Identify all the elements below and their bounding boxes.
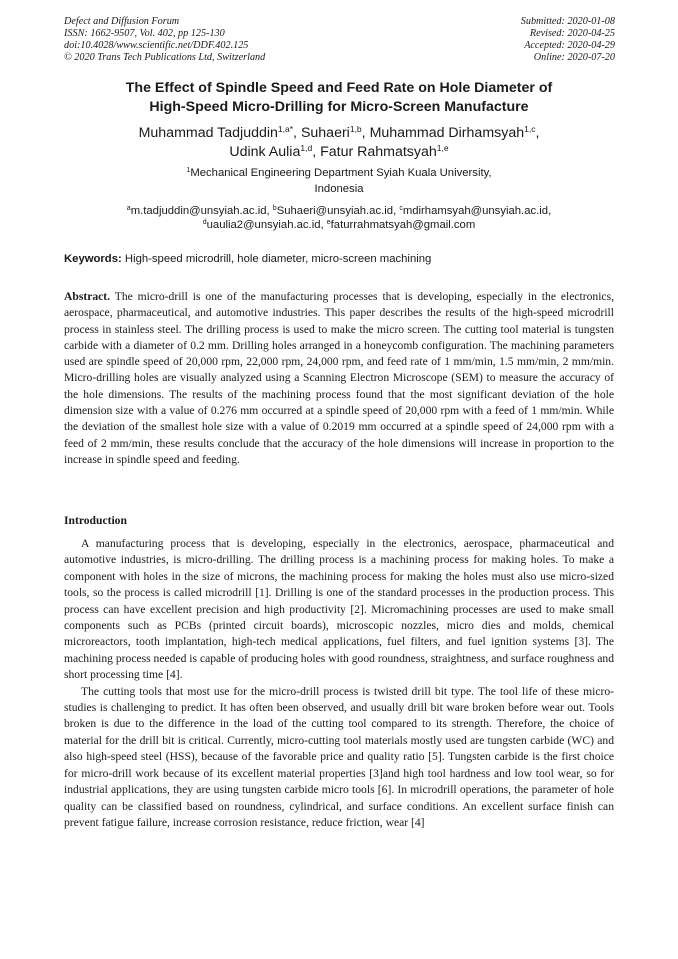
abstract	[64, 289, 614, 468]
emails-line-1: $^a$m.tadjuddin@unsyiah.ac.id, $^b$Suhaeri@unsyiah.ac.id, $^c$mdirhamsyah@unsyiah.ac.id,	[126, 205, 552, 217]
affiliation-line-1	[64, 165, 614, 181]
author-name: Muhammad Dirhamsyah	[369, 125, 525, 141]
author-name: Udink Aulia	[229, 144, 301, 160]
author-name: Fatur Rahmatsyah	[320, 144, 437, 160]
keywords-label: Keywords:	[64, 253, 122, 265]
paper-title	[64, 79, 614, 117]
journal-copyright: © 2020 Trans Tech Publications Ltd, Switzerland	[64, 52, 266, 63]
keywords	[64, 252, 614, 266]
email-address[interactable]: faturrahmatsyah@gmail.com	[330, 219, 476, 231]
introduction-heading: Introduction	[64, 514, 127, 527]
email-address[interactable]: m.tadjuddin@unsyiah.ac.id	[130, 205, 267, 217]
email-sup: e	[326, 219, 331, 226]
title-line-2: High-Speed Micro-Drilling for Micro-Screen Manufacture	[149, 99, 529, 115]
email-sup: d	[202, 219, 207, 226]
journal-info	[64, 16, 265, 64]
author-sup: 1,b	[349, 124, 362, 134]
affiliation	[64, 165, 614, 197]
submitted-date: Submitted: 2020-01-08	[520, 16, 615, 27]
journal-doi: doi:10.4028/www.scientific.net/DDF.402.125	[64, 40, 249, 51]
authors-line-2: Udink Aulia$^{1,d}$, Fatur Rahmatsyah$^{1,e}$	[229, 143, 449, 160]
abstract-text: The micro-drill is one of the manufacturing processes that is developing, especially in the electronics, aerospace, pharmaceutical, and automotive industries. This paper describes the results of the high-speed microdrill process in stainless steel. The drilling process is used to make the micro screen. The cutting tool material is tungsten carbide with a diameter of 0.2 mm. Drilling holes arranged in a honeycomb configuration. The machining parameters used are spindle speed of 20,000 rpm, 22,000 rpm, 24,000 rpm, and feed rate of 1 mm/min, 1.5 mm/min, 2 mm/min. Micro-drilling holes are visually analyzed using a Scanning Electron Microscope (SEM) to measure the accuracy of the hole dimensions. The results of the machining process found that the most significant deviation of the hole dimension size with a value of 0.276 mm occurred at a spindle speed of 20,000 rpm with a feed of 1 mm/min. While the deviation of the smallest hole size with a value of 0.2019 mm occurred at a spindle speed of 24,000 rpm with a feed of 2 mm/min, these results conclude that the accuracy of the hole dimensions will increase in proportion to the increase in spindle speed and feeding.	[64, 290, 614, 466]
author-sup: 1,e	[436, 143, 449, 153]
author-sup: 1,c	[524, 124, 536, 134]
journal-issn: ISSN: 1662-9507, Vol. 402, pp 125-130	[64, 28, 225, 39]
revised-date: Revised: 2020-04-25	[529, 28, 615, 39]
email-address[interactable]: Suhaeri@unsyiah.ac.id	[276, 205, 394, 217]
email-sup: c	[399, 205, 403, 212]
email-list	[64, 204, 614, 232]
authors-line-1: Muhammad Tadjuddin$^{1,a*}$, Suhaeri$^{1,b}$, Muhammad Dirhamsyah$^{1,c}$,	[138, 124, 540, 141]
author-name: Suhaeri	[300, 125, 350, 141]
author-sup: 1,d	[300, 143, 313, 153]
email-sup: a	[126, 205, 131, 212]
introduction-body	[64, 536, 614, 831]
email-address[interactable]: mdirhamsyah@unsyiah.ac.id	[402, 205, 549, 217]
intro-paragraph: A manufacturing process that is developing, especially in the electronics, aerospace, pharmaceutical and automotive industries, is micro-drilling. The drilling process is a machining process for making holes. To make a component with holes in the size of microns, the machining process for making the holes must also use micro-sized tools, so the process is called microdrill [1]. Drilling is one of the standard processes in the production process. This process can have excellent precision and high productivity [2]. Micromachining processes are used to make small components such as PCBs (printed circuit boards), microscopic nozzles, micro dies and molds, chemical microreactors, tooth implantation, high-tech medical applications, fuel filters, and fuel ignition systems [3]. The machining process needed is capable of producing holes with good roundness, straightness, and surface roughness and short processing time [4].	[64, 537, 614, 682]
title-line-1: The Effect of Spindle Speed and Feed Rate on Hole Diameter of	[125, 80, 553, 96]
author-list	[64, 124, 614, 162]
emails-line-2: $^d$uaulia2@unsyiah.ac.id, $^e$faturrahmatsyah@gmail.com	[202, 219, 476, 231]
journal-name: Defect and Diffusion Forum	[64, 16, 180, 27]
author-sup: 1,a*	[277, 124, 294, 134]
email-address[interactable]: uaulia2@unsyiah.ac.id	[206, 219, 321, 231]
intro-paragraph: The cutting tools that most use for the micro-drill process is twisted drill bit type. The tool life of these micro-studies is challenging to predict. It has often been observed, and usually drill bit ware broken before wear out. Tools broken is due to the difference in the load of the cutting tool compared to its strength. Therefore, the choice of material for the drill bit is critical. Currently, micro-cutting tool materials mostly used are tungsten carbide (WC) and also high-speed steel (HSS), because of the favorable price and quality ratio [5]. Tungsten carbide is the first choice for micro-drill work because of its excellent material properties [3]and high tool hardness and low tool wear, so for industrial applications, they are using tungsten carbide micro tools [6]. In microdrill operations, the parameter of hole quality can be classified based on roundness, cylindrical, and surface conditions. An excellent surface finish can prevent fatigue failure, increase corrosion resistance, reduce friction, wear [4]	[64, 684, 614, 829]
online-date: Online: 2020-07-20	[533, 52, 615, 63]
submission-dates	[521, 16, 615, 64]
author-name: Muhammad Tadjuddin	[138, 125, 278, 141]
abstract-label: Abstract.	[64, 290, 111, 303]
affiliation-line-2: Indonesia	[314, 183, 364, 195]
keywords-text: High-speed microdrill, hole diameter, micro-screen machining	[124, 253, 432, 265]
affiliation-sup: 1	[186, 167, 191, 174]
accepted-date: Accepted: 2020-04-29	[524, 40, 615, 51]
email-sup: b	[272, 205, 277, 212]
affiliation-text: Mechanical Engineering Department Syiah Kuala University,	[190, 167, 492, 179]
